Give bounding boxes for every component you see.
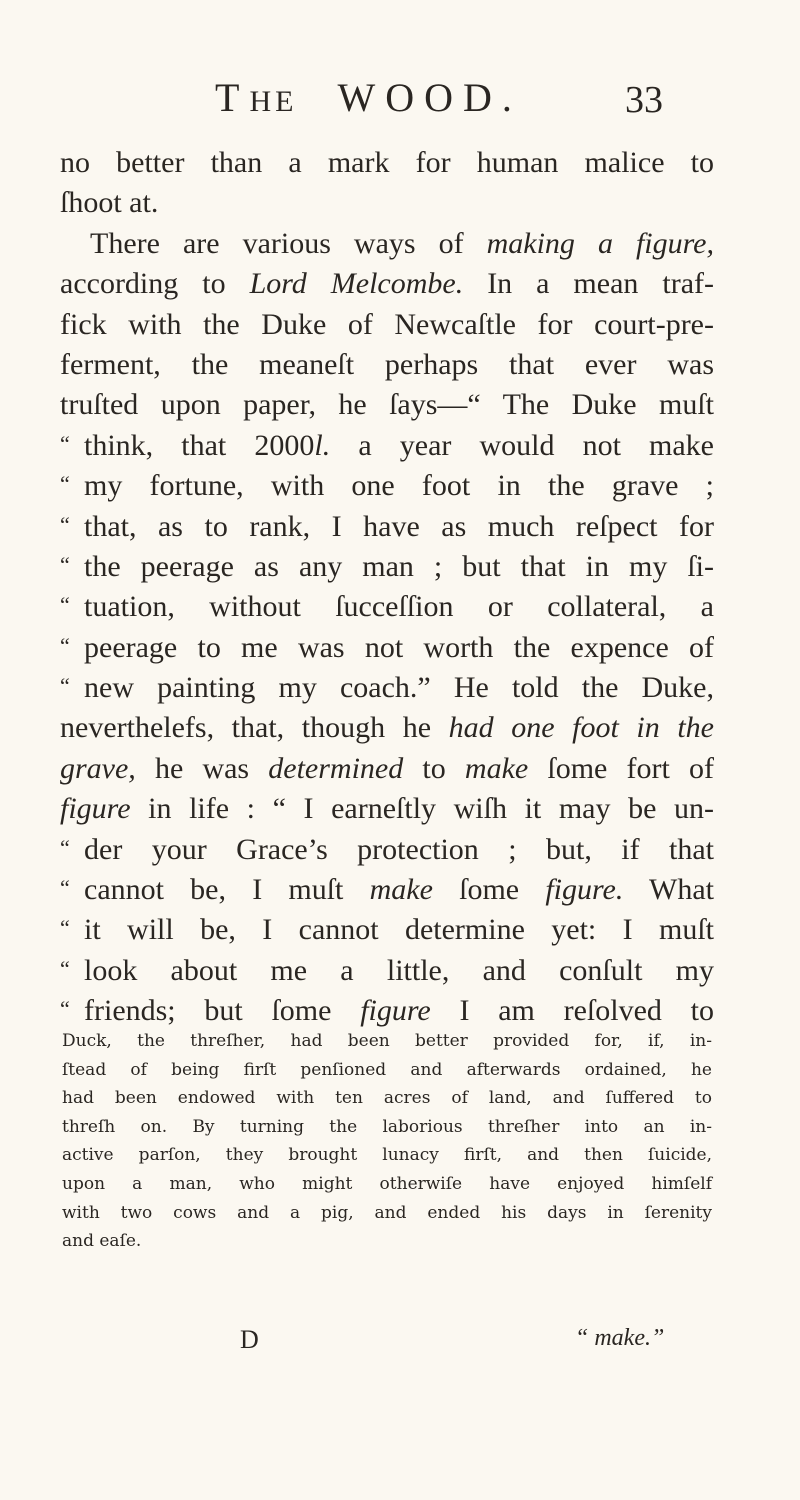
footnote-line: active parſon, they brought lunacy firſt, and then ſuicide, [62,1145,712,1166]
text-line: ſhoot at. [60,186,159,220]
text-line: “ cannot be, I muſt make ſome figure. What [60,870,714,910]
text-line: “ new painting my coach.” He told the Duke, [60,668,714,708]
quote-mark: “ [60,875,70,901]
text-line: “ peerage to me was not worth the expence of [60,628,714,668]
quote-mark: “ [60,673,70,699]
text-line: neverthelefs, that, though he had one foot in the [60,711,714,745]
signature-mark: D [240,1325,259,1354]
text-line: grave, he was determined to make ſome fort of [60,751,714,785]
quote-mark: “ [60,834,70,860]
quote-mark: “ [60,511,70,537]
text-line: “ friends; but ſome figure I am reſolved to [60,991,714,1031]
footnote-line: with two cows and a pig, and ended his days in ſerenity [62,1202,712,1223]
catchword: “ make.” [575,1325,665,1351]
page-header [0,74,800,124]
quote-mark: “ [60,471,70,497]
text-line: “ think, that 2000l. a year would not make [60,426,714,466]
quote-mark: “ [60,955,70,981]
footnote-line: threſh on. By turning the laborious threſher into an in- [62,1116,712,1137]
text-line: “ my fortune, with one foot in the grave ; [60,466,714,506]
text-line: figure in life : “ I earneſtly wiſh it may be un- [60,792,714,826]
running-title-rest: HE [249,85,298,118]
text-line: no better than a mark for human malice to [60,146,714,179]
running-title-word: WOOD. [337,75,522,120]
text-line: “ the peerage as any man ; but that in my ſi- [60,547,714,587]
running-title [215,74,522,121]
text-line: truſted upon paper, he ſays—“ The Duke muſt [60,388,714,422]
footnote-line: had been endowed with ten acres of land, and ſuffered to [62,1088,712,1109]
text-line: “ that, as to rank, I have as much reſpect for [60,507,714,547]
quote-mark: “ [60,551,70,577]
quote-mark: “ [60,430,70,456]
main-text [60,143,714,1032]
text-line: ferment, the meaneſt perhaps that ever was [60,347,714,381]
footnote-line: Duck, the threſher, had been better provided for, if, in- [62,1031,712,1051]
footnote-line: ſtead of being firſt penſioned and afterwards ordained, he [62,1059,712,1080]
quote-mark: “ [60,996,70,1022]
running-title-initial: T [215,75,250,120]
text-line: fick with the Duke of Newcaſtle for court-pre- [60,307,714,341]
footnote-line: and eaſe. [62,1231,142,1252]
page-number: 33 [625,79,663,121]
text-line: “ it will be, I cannot determine yet: I muſt [60,910,714,950]
quote-mark: “ [60,632,70,658]
footnote-line: upon a man, who might otherwiſe have enjoyed himſelf [62,1173,712,1194]
text-line: “ der your Grace’s protection ; but, if that [60,830,714,870]
footnote [62,1027,712,1256]
quote-mark: “ [60,592,70,618]
text-line: “ look about me a little, and conſult my [60,951,714,991]
text-line: according to Lord Melcombe. In a mean traf- [60,267,714,301]
quote-mark: “ [60,915,70,941]
text-line: There are various ways of making a figure, [90,226,714,260]
text-line: “ tuation, without ſucceſſion or collateral, a [60,587,714,627]
